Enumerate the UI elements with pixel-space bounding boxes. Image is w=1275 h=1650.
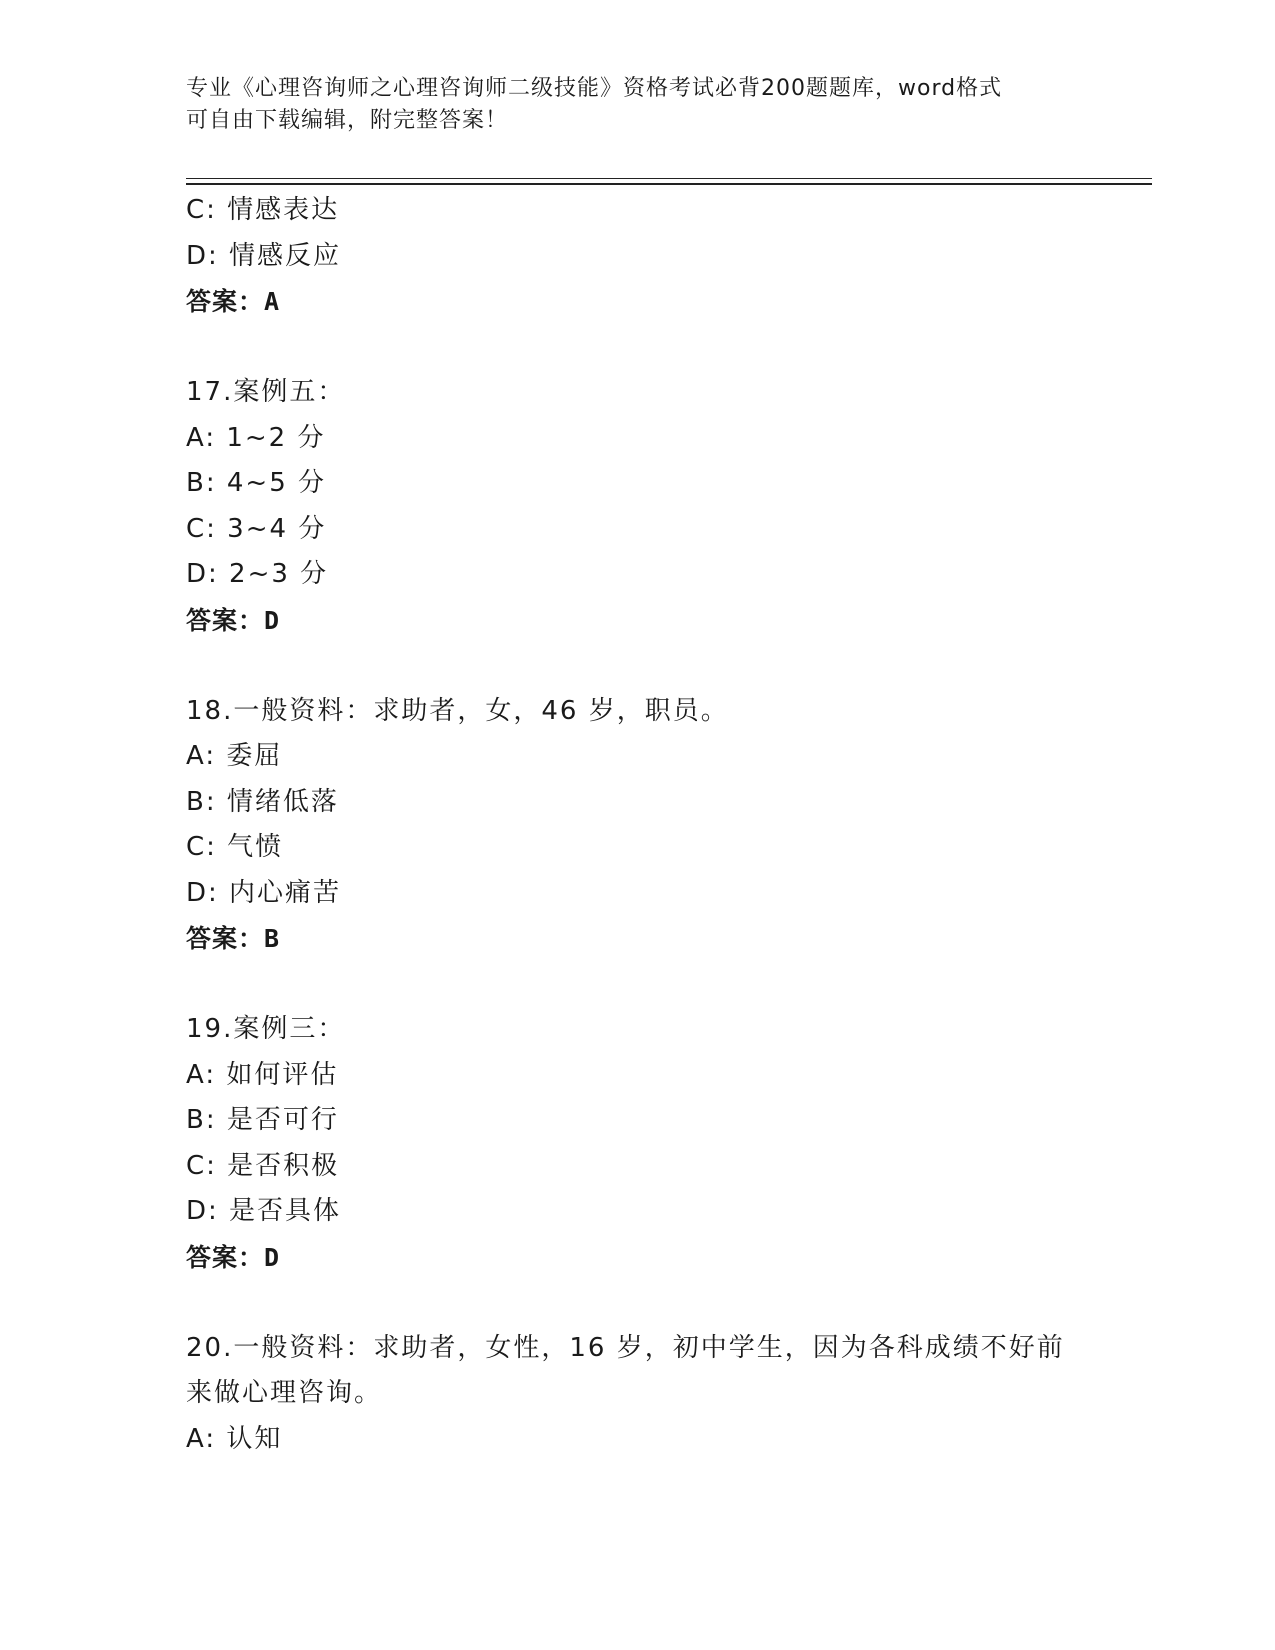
question-stem-continued: 来做心理咨询。 — [186, 1378, 383, 1408]
option-b: B: 是否可行 — [186, 1105, 339, 1135]
answer-line: 答案：A — [186, 287, 281, 316]
page-header — [186, 73, 1086, 137]
question-stem: 17.案例五： — [186, 377, 346, 407]
answer-line: 答案：D — [186, 605, 281, 635]
option-c: C: 气愤 — [186, 832, 284, 862]
header-divider-thin — [186, 178, 1152, 179]
question-block-18 — [186, 689, 1106, 962]
header-divider-thick — [186, 183, 1152, 185]
question-stem: 20.一般资料：求助者，女性，16 岁，初中学生，因为各科成绩不好前 — [186, 1332, 1065, 1363]
option-c: C: 是否积极 — [186, 1150, 340, 1181]
option-a: A: 如何评估 — [186, 1059, 339, 1090]
question-stem: 18.一般资料：求助者，女，46 岁，职员。 — [186, 695, 729, 726]
question-stem: 19.案例三： — [186, 1014, 346, 1044]
answer-line: 答案：B — [186, 924, 281, 953]
header-title-line-1: 专业《心理咨询师之心理咨询师二级技能》资格考试必背200题题库，word格式 — [186, 76, 1003, 101]
option-a: A: 委屈 — [186, 741, 283, 771]
answer-line: 答案：D — [186, 1242, 281, 1272]
option-d: D: 是否具体 — [186, 1196, 342, 1226]
option-a: A: 1~2 分 — [186, 422, 326, 453]
option-d: D: 情感反应 — [186, 240, 342, 271]
option-c: C: 3~4 分 — [186, 513, 327, 544]
option-b: B: 情绪低落 — [186, 786, 339, 817]
option-c: C: 情感表达 — [186, 195, 340, 225]
question-block-17 — [186, 370, 1106, 643]
header-title-line-2: 可自由下载编辑，附完整答案！ — [186, 108, 509, 133]
block-spacer — [186, 1280, 1106, 1326]
question-block — [186, 188, 1106, 325]
option-a: A: 认知 — [186, 1423, 283, 1454]
block-spacer — [186, 962, 1106, 1008]
block-spacer — [186, 325, 1106, 371]
block-spacer — [186, 643, 1106, 689]
option-d: D: 内心痛苦 — [186, 877, 342, 908]
question-block-19 — [186, 1007, 1106, 1280]
question-list — [186, 188, 1106, 1462]
option-b: B: 4~5 分 — [186, 468, 326, 498]
option-d: D: 2~3 分 — [186, 559, 329, 589]
question-block-20 — [186, 1326, 1106, 1463]
